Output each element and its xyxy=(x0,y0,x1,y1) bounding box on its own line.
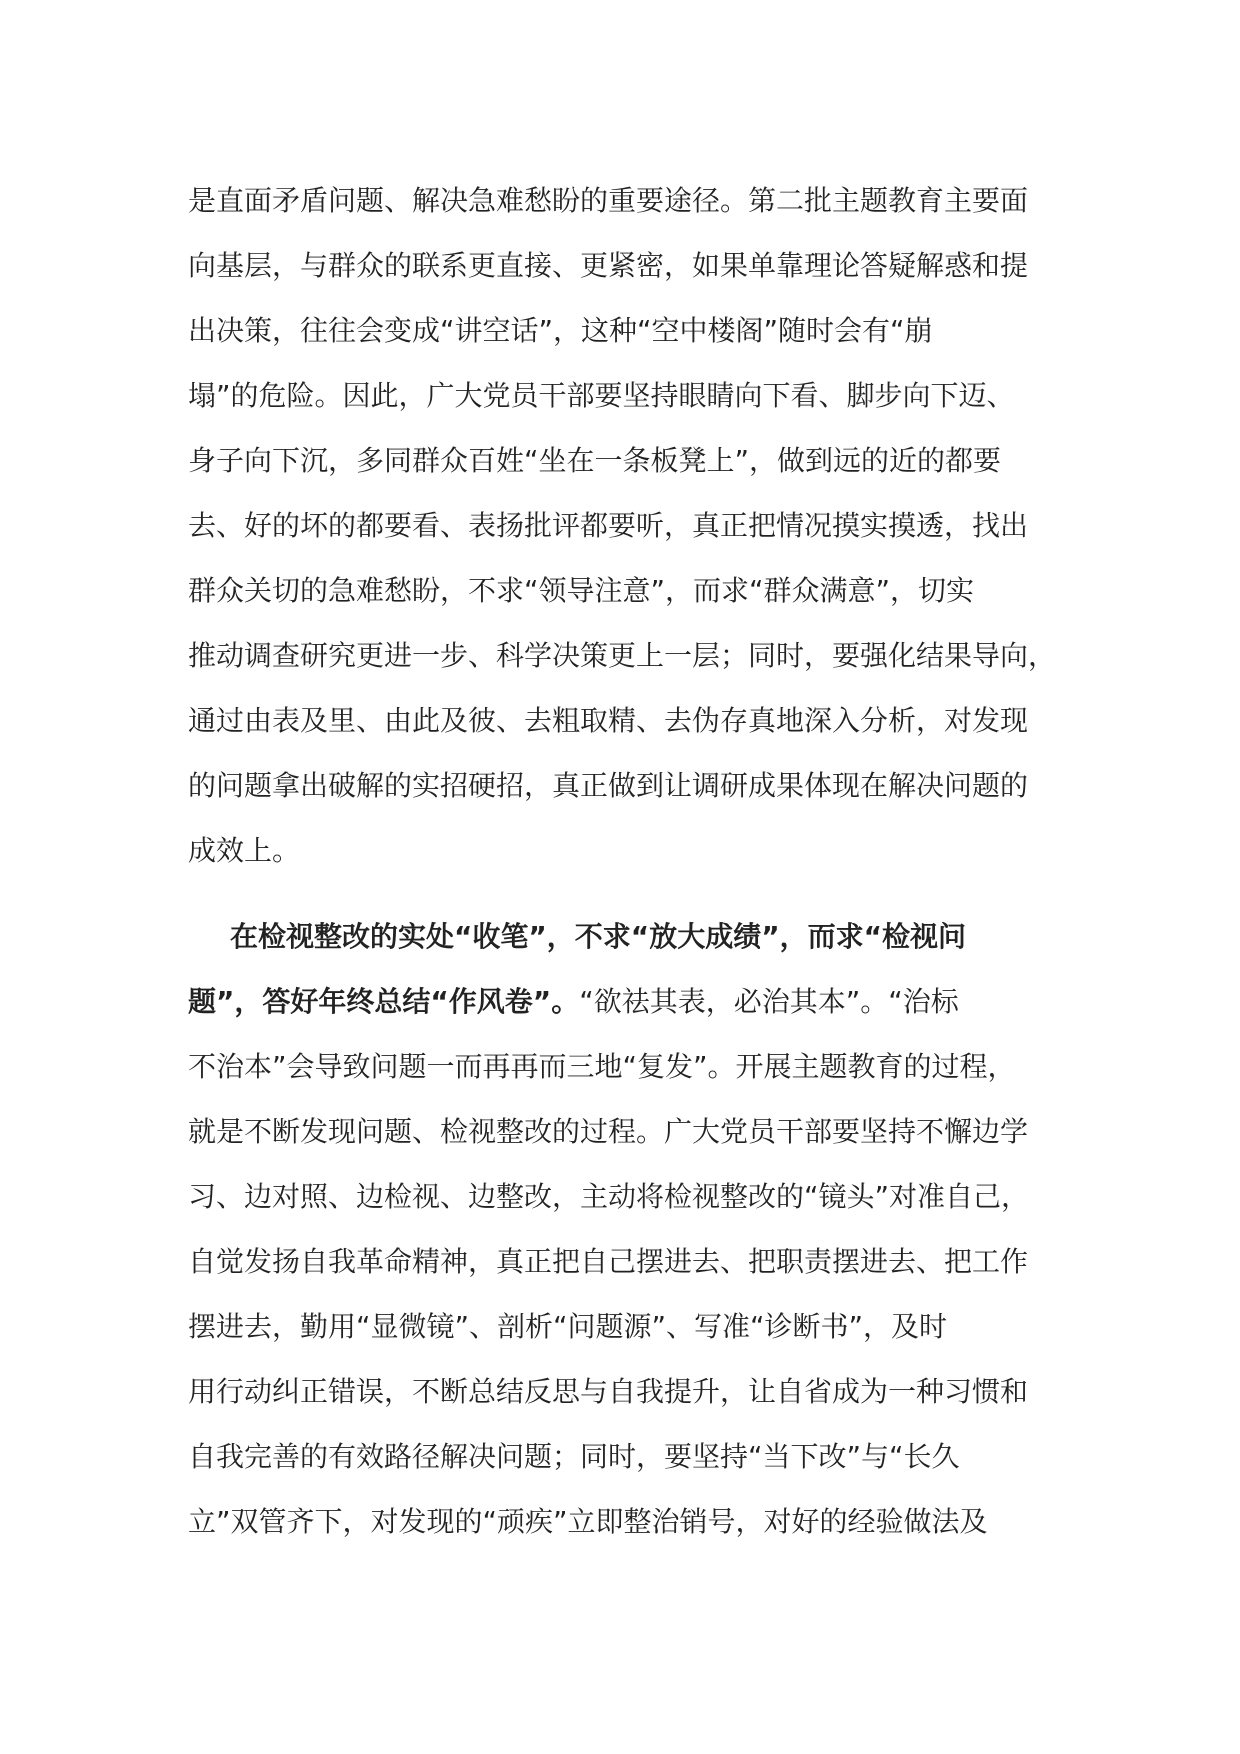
text-line: 习、边对照、边检视、边整改，主动将检视整改的“镜头”对准自己， xyxy=(188,1180,1030,1213)
text-line: 自觉发扬自我革命精神，真正把自己摆进去、把职责摆进去、把工作 xyxy=(188,1245,1029,1278)
section-heading-end: 题”，答好年终总结“作风卷”。 xyxy=(188,985,580,1018)
text-line: 群众关切的急难愁盼，不求“领导注意”，而求“群众满意”，切实 xyxy=(188,574,975,607)
text-line: 塌”的危险。因此，广大党员干部要坚持眼睛向下看、脚步向下迈、 xyxy=(188,379,1015,412)
text-line: 出决策，往往会变成“讲空话”，这种“空中楼阁”随时会有“崩 xyxy=(188,314,933,347)
text-line: 就是不断发现问题、检视整改的过程。广大党员干部要坚持不懈边学 xyxy=(188,1115,1029,1148)
text-line: 不治本”会导致问题一而再再而三地“复发”。开展主题教育的过程， xyxy=(188,1050,1016,1083)
text-line: 成效上。 xyxy=(188,834,301,867)
text-line: 向基层，与群众的联系更直接、更紧密，如果单靠理论答疑解惑和提 xyxy=(188,249,1029,282)
text-line: 去、好的坏的都要看、表扬批评都要听，真正把情况摸实摸透，找出 xyxy=(188,509,1029,542)
text-line: 的问题拿出破解的实招硬招，真正做到让调研成果体现在解决问题的 xyxy=(188,769,1029,802)
text-line: 用行动纠正错误，不断总结反思与自我提升，让自省成为一种习惯和 xyxy=(188,1375,1029,1408)
quote-text: “欲祛其表，必治其本”。“治标 xyxy=(579,985,959,1018)
paragraph-2 xyxy=(188,904,1072,1554)
text-line: 自我完善的有效路径解决问题；同时，要坚持“当下改”与“长久 xyxy=(188,1440,960,1473)
text-line: 摆进去，勤用“显微镜”、剖析“问题源”、写准“诊断书”，及时 xyxy=(188,1310,948,1343)
paragraph-1 xyxy=(188,168,1072,883)
text-line: 立”双管齐下，对发现的“顽疾”立即整治销号，对好的经验做法及 xyxy=(188,1505,988,1538)
text-line-mixed xyxy=(188,969,1072,1034)
text-line: 身子向下沉，多同群众百姓“坐在一条板凳上”，做到远的近的都要 xyxy=(188,444,1002,477)
text-line: 通过由表及里、由此及彼、去粗取精、去伪存真地深入分析，对发现 xyxy=(188,704,1029,737)
paragraph-spacer xyxy=(188,883,1072,904)
document-body xyxy=(188,168,1072,1554)
text-line: 是直面矛盾问题、解决急难愁盼的重要途径。第二批主题教育主要面 xyxy=(188,184,1029,217)
text-line: 推动调查研究更进一步、科学决策更上一层；同时，要强化结果导向， xyxy=(188,639,1057,672)
section-heading-line: 在检视整改的实处“收笔”，不求“放大成绩”，而求“检视问 xyxy=(230,920,967,953)
